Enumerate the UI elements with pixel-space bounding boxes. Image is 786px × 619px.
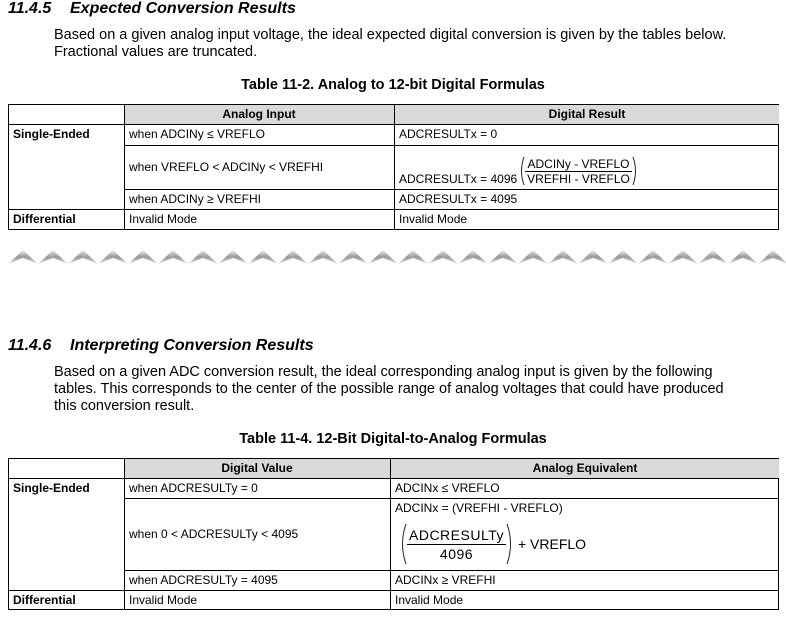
fraction	[519, 156, 638, 186]
table-cell: when ADCINy ≤ VREFLO	[129, 127, 265, 141]
formula-cell	[395, 148, 638, 188]
row-label-single-ended: Single-Ended	[13, 127, 90, 141]
interpretation-table	[8, 458, 779, 610]
table-cell: ADCINx ≥ VREFHI	[395, 573, 496, 587]
table-cell: when ADCRESULTy = 4095	[129, 573, 278, 587]
page-break-zigzag-icon	[0, 242, 786, 272]
section-heading-11-4-5	[8, 0, 296, 18]
section-paragraph	[54, 364, 779, 415]
paragraph-line: this conversion result.	[54, 398, 195, 414]
fraction-numerator: ADCINy - VREFLO	[527, 156, 630, 171]
header-digital-result: Digital Result	[395, 105, 779, 124]
paragraph-line: Based on a given analog input voltage, the ideal expected digital conversion is given by the tables below.	[54, 27, 727, 43]
table-cell: ADCRESULTx = 4095	[399, 192, 518, 206]
paragraph-line: Based on a given ADC conversion result, the ideal corresponding analog input is given by the following	[54, 364, 713, 380]
table-cell: when ADCRESULTy = 0	[129, 481, 258, 495]
row-label-differential: Differential	[13, 212, 76, 226]
formula-cell	[395, 521, 586, 567]
section-title: Expected Conversion Results	[70, 0, 296, 17]
section-number: 11.4.6	[8, 337, 52, 354]
fraction-numerator: ADCRESULTy	[409, 526, 504, 543]
table-cell: ADCINx = (VREFHI - VREFLO)	[395, 501, 563, 515]
paragraph-line: Fractional values are truncated.	[54, 44, 258, 60]
conversion-table	[8, 104, 779, 230]
table-cell: when 0 < ADCRESULTy < 4095	[129, 527, 299, 541]
table-cell: ADCINx ≤ VREFLO	[395, 481, 500, 495]
right-paren-icon	[632, 156, 638, 186]
table-cell: when ADCINy ≥ VREFHI	[129, 192, 261, 206]
table-title: Table 11-4. 12-Bit Digital-to-Analog Formulas	[239, 431, 547, 447]
table-cell: Invalid Mode	[399, 212, 468, 226]
row-label-single-ended: Single-Ended	[13, 481, 90, 495]
left-paren-icon	[399, 523, 407, 565]
table-cell: Invalid Mode	[395, 593, 464, 607]
section-title: Interpreting Conversion Results	[70, 337, 314, 354]
table-cell: Invalid Mode	[129, 593, 198, 607]
formula-prefix: ADCRESULTx = 4096	[399, 172, 518, 186]
section-heading-11-4-6	[8, 337, 314, 355]
formula-suffix: + VREFLO	[517, 536, 587, 552]
fraction-denominator: 4096	[439, 545, 474, 562]
table-cell: when VREFLO < ADCINy < VREFHI	[129, 160, 324, 174]
header-analog-equivalent: Analog Equivalent	[391, 459, 779, 478]
right-paren-icon	[506, 523, 514, 565]
section-number: 11.4.5	[8, 0, 52, 17]
table-title: Table 11-2. Analog to 12-bit Digital Formulas	[241, 77, 545, 93]
table-cell: ADCRESULTx = 0	[399, 127, 498, 141]
fraction	[399, 523, 514, 565]
header-analog-input: Analog Input	[124, 105, 394, 124]
paragraph-line: tables. This corresponds to the center of the possible range of analog voltages that could have produced	[54, 381, 724, 397]
table-cell: Invalid Mode	[129, 212, 198, 226]
row-label-differential: Differential	[13, 593, 76, 607]
section-paragraph	[54, 27, 779, 61]
fraction-denominator: VREFHI - VREFLO	[527, 171, 630, 186]
header-digital-value: Digital Value	[124, 459, 390, 478]
header-blank	[9, 105, 124, 124]
